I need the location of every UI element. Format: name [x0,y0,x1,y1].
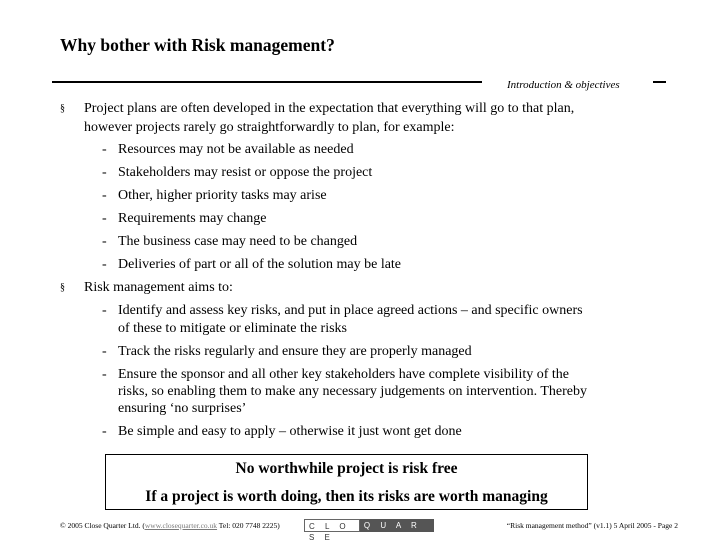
dash-marker: - [102,344,107,359]
copyright-text: © 2005 Close Quarter Ltd. ( [60,521,145,530]
logo-part-close: C L O S E [304,519,360,532]
dash-marker: - [102,424,107,439]
header-rule-end [653,81,666,83]
footer-copyright [60,521,280,530]
sub-item: Resources may not be available as needed [118,142,354,157]
key-message-line: No worthwhile project is risk free [235,460,458,477]
sub-item: The business case may need to be changed [118,234,358,249]
sub-item: Deliveries of part or all of the solution may be late [118,257,402,272]
footer-doc-info: “Risk management method” (v1.1) 5 April 2005 - Page 2 [506,521,678,530]
dash-marker: - [102,257,107,272]
sub-item: Track the risks regularly and ensure they are properly managed [118,344,472,359]
bullet-text: Project plans are often developed in the expectation that everything will go to that plan, [84,101,575,116]
sub-item: Identify and assess key risks, and put in place agreed actions – and specific owners [118,303,583,318]
bullet-marker: § [60,103,65,114]
header-rule [52,81,482,83]
key-message-box [105,454,588,510]
dash-marker: - [102,367,107,382]
sub-item-continued: risks, so enabling them to make any necessary judgements on intervention. Thereby [118,384,588,399]
dash-marker: - [102,165,107,180]
sub-item-continued: of these to mitigate or eliminate the risks [118,321,347,336]
company-logo [304,519,434,542]
phone-text: Tel: 020 7748 2225) [217,521,280,530]
footer [0,519,720,542]
logo-part-quarter: Q U A R T E R [360,519,434,532]
dash-marker: - [102,188,107,203]
sub-item: Ensure the sponsor and all other key stakeholders have complete visibility of the [118,367,569,382]
dash-marker: - [102,211,107,226]
dash-marker: - [102,142,107,157]
page-title: Why bother with Risk management? [60,35,335,55]
dash-marker: - [102,303,107,318]
bullet-marker: § [60,282,65,293]
bullet-text: Risk management aims to: [84,280,233,295]
sub-item: Other, higher priority tasks may arise [118,188,327,203]
sub-item-continued: ensuring ‘no surprises’ [118,401,247,416]
key-message-line: If a project is worth doing, then its risks are worth managing [145,488,548,505]
sub-item: Be simple and easy to apply – otherwise it just wont get done [118,424,462,439]
bullet-text: however projects rarely go straightforwardly to plan, for example: [84,120,455,135]
sub-item: Stakeholders may resist or oppose the project [118,165,373,180]
sub-item: Requirements may change [118,211,267,226]
section-label: Introduction & objectives [507,79,620,91]
dash-marker: - [102,234,107,249]
website-link[interactable]: www.closequarter.co.uk [144,521,218,530]
